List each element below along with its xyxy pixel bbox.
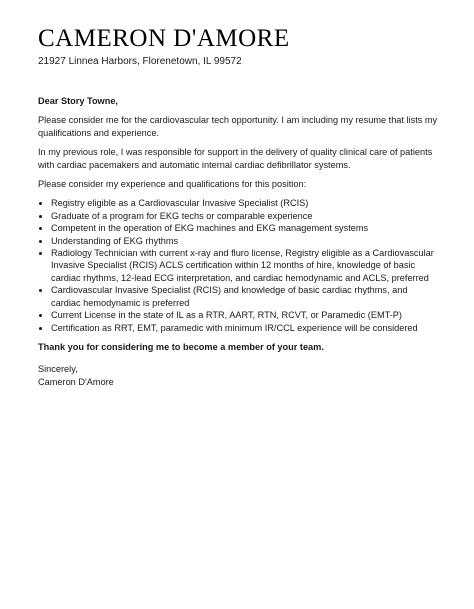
list-item: • Current License in the state of IL as a RTR, AART, RTN, RCVT, or Paramedic (EMT-P) — [51, 309, 438, 321]
salutation: Dear Story Towne, — [38, 96, 118, 106]
qualifications-list — [38, 197, 438, 333]
list-item: • Competent in the operation of EKG machines and EKG management systems — [51, 222, 438, 234]
closing-statement: Thank you for considering me to become a member of your team. — [38, 341, 324, 352]
list-item: • Cardiovascular Invasive Specialist (RCIS) and knowledge of basic cardiac rhythms, and cardiac hemodynamic is preferred — [51, 284, 438, 309]
list-item: • Registry eligible as a Cardiovascular Invasive Specialist (RCIS) — [51, 197, 438, 209]
paragraph-experience: In my previous role, I was responsible for support in the delivery of quality clinical care of patients with cardiac pacemakers and automatic internal cardiac defibrillator systems. — [38, 147, 433, 170]
letter-body — [38, 95, 438, 388]
paragraph-qualifications-lead: Please consider my experience and qualifications for this position: — [38, 179, 307, 190]
list-item: • Certification as RRT, EMT, paramedic with minimum IR/CCL experience will be considered — [51, 322, 438, 334]
applicant-address: 21927 Linnea Harbors, Florenetown, IL 99572 — [38, 56, 242, 67]
signoff: Sincerely, — [38, 364, 78, 375]
list-item: • Understanding of EKG rhythms — [51, 235, 438, 247]
list-item: • Graduate of a program for EKG techs or comparable experience — [51, 210, 438, 222]
list-item: • Radiology Technician with current x-ray and fluro license, Registry eligible as a Cardiovascular Invasive Specialist (RCIS) ACLS certification within 12 months of hire, knowledge of basic cardiac rhythms, 12-lead ECG interpretation, and cardiac hemodynamic and ACLS, preferred — [51, 247, 438, 284]
paragraph-intro: Please consider me for the cardiovascular tech opportunity. I am including my resume that lists my qualifications and experience. — [38, 115, 438, 138]
applicant-name: CAMERON D'AMORE — [38, 25, 290, 52]
signature-name: Cameron D'Amore — [38, 376, 114, 387]
